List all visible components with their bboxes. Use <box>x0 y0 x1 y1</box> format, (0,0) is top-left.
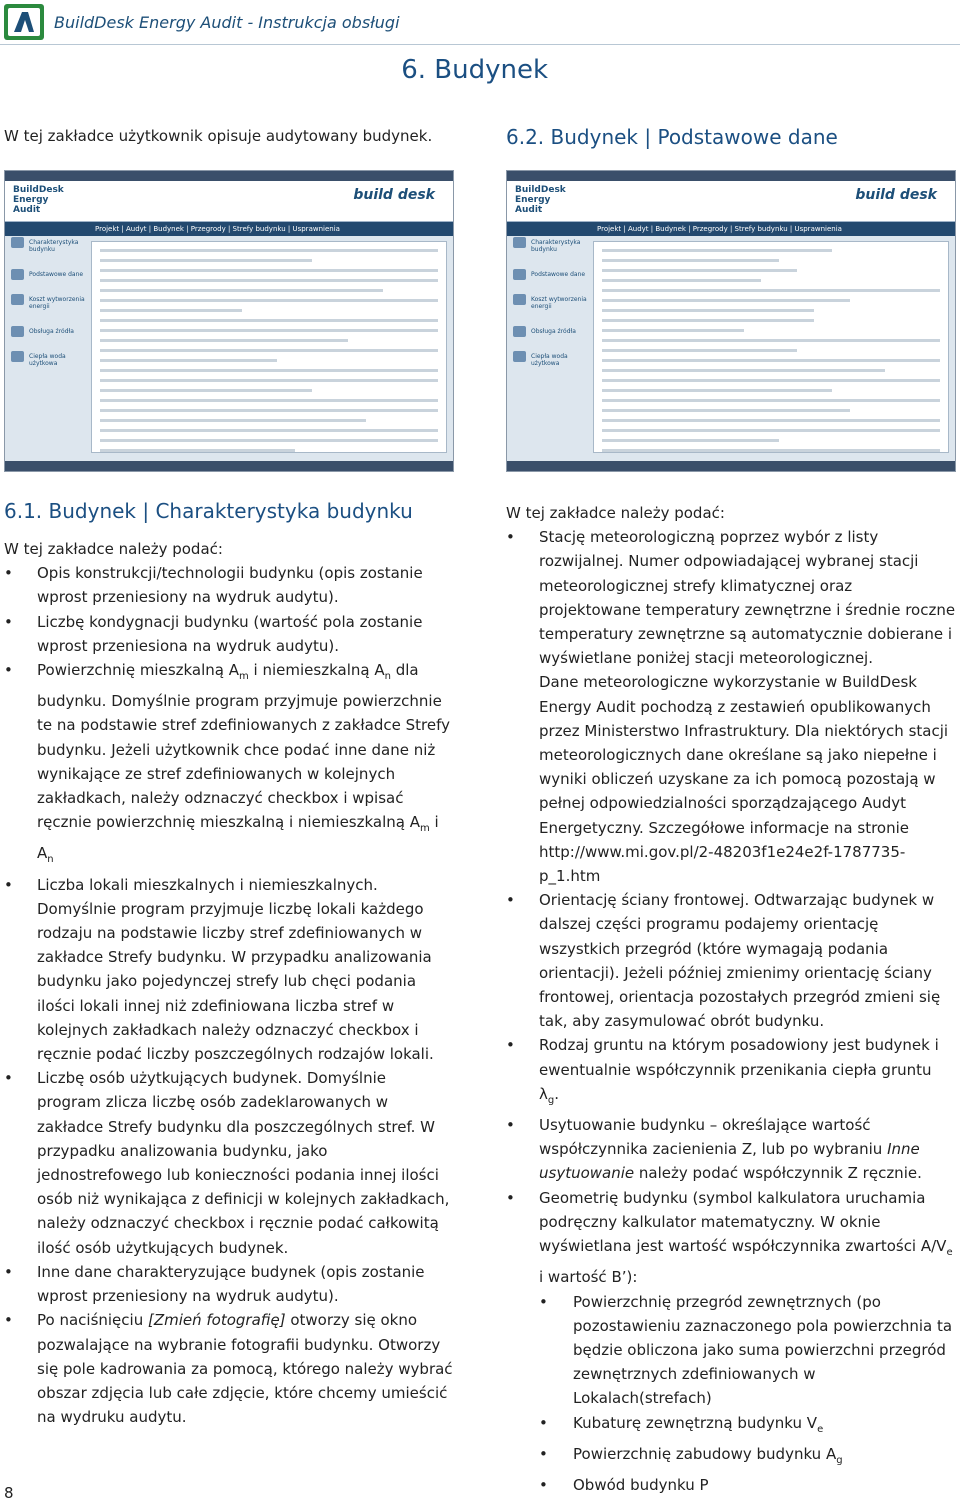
right-bullet-list <box>506 525 956 1497</box>
list-item: • Kubaturę zewnętrzną budynku $V_e$ <box>539 1411 956 1442</box>
list-item: • Powierzchnię przegród zewnętrznych (po pozostawieniu zaznaczonego pola powierzchnia ta będzie obliczona jako suma powierzchni przegród zewnętrznych zdefiniowanych w Lokalach(strefach) <box>539 1290 956 1411</box>
list-item: • Usytuowanie budynku – określające wartość współczynnika zacienienia Z, lub po wybraniu Inne usytuowanie należy podać współczynnik Z ręcznie. <box>506 1113 956 1186</box>
left-bullet-list <box>4 561 454 1429</box>
screenshot-building-characteristics: BuildDesk Energy Audit build desk Projekt | Audyt | Budynek | Przegrody | Strefy budynku | Usprawnienia Charakterystyka budynku Podstawowe dane Koszt wytworzenia energii Obsługa źródła Ciepła woda użytkowa <box>4 170 454 472</box>
list-item: • Orientację ściany frontowej. Odtwarzając budynek w dalszej części programu podajemy orientację wszystkich przegród (które wymagają podania orientacji). Jeżeli później zmienimy orientację ściany frontowej, orientacja pozostałych przegród zmieni się tak, aby zasymulować obrót budynku. <box>506 888 956 1033</box>
list-item: • Obwód budynku P <box>539 1473 956 1497</box>
list-item: • Powierzchnię zabudowy budynku $A_g$ <box>539 1442 956 1473</box>
page-number: 8 <box>4 1484 14 1502</box>
screenshot-brand: build desk <box>855 187 937 203</box>
left-lead: W tej zakładce należy podać: <box>4 540 223 558</box>
screenshot-menu: Projekt | Audyt | Budynek | Przegrody | Strefy budynku | Usprawnienia <box>5 222 453 236</box>
intro-text: W tej zakładce użytkownik opisuje audytowany budynek. <box>4 127 433 145</box>
builddesk-logo-icon <box>4 4 44 40</box>
list-item: • Geometrię budynku (symbol kalkulatora uruchamia podręczny kalkulator matematyczny. W oknie wyświetlana jest wartość współczynnika zwartości $A/V_e$ i wartość B’): • Powierzchnię przegród zewnętrznych (po pozostawieniu zaznaczonego pola powierzchnia ta będzie obliczona jako suma powierzchni przegród zewnętrznych zdefiniowanych w Lokalach(strefach) • Kubaturę zewnętrzną budynku $V_e$ • Powierzchnię zabudowy budynku $A_g$ • Obwód budynku P <box>506 1186 956 1497</box>
list-item: • Inne dane charakteryzujące budynek (opis zostanie wprost przeniesiony na wydruk audytu). <box>4 1260 454 1308</box>
list-item: • Stację meteorologiczną poprzez wybór z listy rozwijalnej. Numer odpowiadającej wybranej stacji meteorologicznej strefy klimatycznej oraz projektowane temperatury zewnętrzne i średnie roczne temperatury zewnętrzne są automatycznie dobierane i wyświetlane poniżej stacji meteorologicznej. Dane meteorologiczne wykorzystanie w BuildDesk Energy Audit pochodzą z zestawień opublikowanych przez Ministerstwo Infrastruktury. Dla niektórych stacji meteorologicznych dane określane są jako niepełne i wyniki obliczeń uzyskane za ich pomocą pozostają w pełnej odpowiedzialności sporządzającego Audyt Energetyczny. Szczegółowe informacje na stronie http://www.mi.gov.pl/2-48203f1e24e2f-1787735-p_1.htm <box>506 525 956 888</box>
list-item: • Po naciśnięciu [Zmień fotografię] otworzy się okno pozwalające na wybranie fotografii budynku. Otworzy się pole kadrowania za pomocą, którego należy wybrać obszar zdjęcia lub całe zdjęcie, które chcemy umieścić na wydruku audytu. <box>4 1308 454 1429</box>
chapter-title: 6. Budynek <box>401 55 548 85</box>
section-heading-characteristics: 6.1. Budynek | Charakterystyka budynku <box>4 499 413 523</box>
list-item: • Rodzaj gruntu na którym posadowiony jest budynek i ewentualnie współczynnik przenikania ciepła gruntu $\lambda_g$. <box>506 1033 956 1113</box>
app-logo-icon: BuildDesk Energy Audit <box>515 185 566 215</box>
list-item: • Powierzchnię mieszkalną $A_m$ i niemieszkalną $A_n$ dla budynku. Domyślnie program przyjmuje powierzchnie te na podstawie stref zdefiniowanych z zakładce Strefy budynku. Jeżeli użytkownik chce podać inne dane niż wynikające ze stref zdefiniowanych w kolejnych zakładkach, należy odznaczyć checkbox i wpisać ręcznie powierzchnię mieszkalną i niemieszkalną $A_m$ i $A_n$ <box>4 658 454 873</box>
list-item: • Opis konstrukcji/technologii budynku (opis zostanie wprost przeniesiony na wydruk audytu). <box>4 561 454 609</box>
left-column <box>4 537 454 1429</box>
screenshot-brand: build desk <box>353 187 435 203</box>
screenshot-basic-data: BuildDesk Energy Audit build desk Projekt | Audyt | Budynek | Przegrody | Strefy budynku | Usprawnienia Charakterystyka budynku Podstawowe dane Koszt wytworzenia energii Obsługa źródła Ciepła woda użytkowa <box>506 170 956 472</box>
app-logo-icon: BuildDesk Energy Audit <box>13 185 64 215</box>
screenshot-menu: Projekt | Audyt | Budynek | Przegrody | Strefy budynku | Usprawnienia <box>507 222 955 236</box>
list-item: • Liczbę kondygnacji budynku (wartość pola zostanie wprost przeniesiona na wydruk audytu). <box>4 610 454 658</box>
header-divider <box>0 44 960 45</box>
list-item: • Liczba lokali mieszkalnych i niemieszkalnych. Domyślnie program przyjmuje liczbę lokali każdego rodzaju na podstawie liczby stref zdefiniowanych w zakładce Strefy budynku. W przypadku analizowania budynku jako pojedynczej strefy lub chęci podania ilości lokali innej niż zdefiniowana liczba stref w kolejnych zakładkach należy odznaczyć checkbox i ręcznie podać liczby poszczególnych rodzajów lokali. <box>4 873 454 1067</box>
right-column <box>506 501 956 1497</box>
list-item: • Liczbę osób użytkujących budynek. Domyślnie program zlicza liczbę osób zadeklarowanych w zakładce Strefy budynku dla poszczególnych stref. W przypadku analizowania budynku, jako jednostrefowego lub konieczności podania innej ilości osób niż wynikająca z definicji w kolejnych zakładkach, należy odznaczyć checkbox i ręcznie podać całkowitą ilość osób użytkujących budynek. <box>4 1066 454 1260</box>
geometry-sub-list <box>539 1290 956 1498</box>
section-heading-basic-data: 6.2. Budynek | Podstawowe dane <box>506 125 838 149</box>
right-lead: W tej zakładce należy podać: <box>506 504 725 522</box>
document-header-title: BuildDesk Energy Audit - Instrukcja obsługi <box>54 13 400 32</box>
